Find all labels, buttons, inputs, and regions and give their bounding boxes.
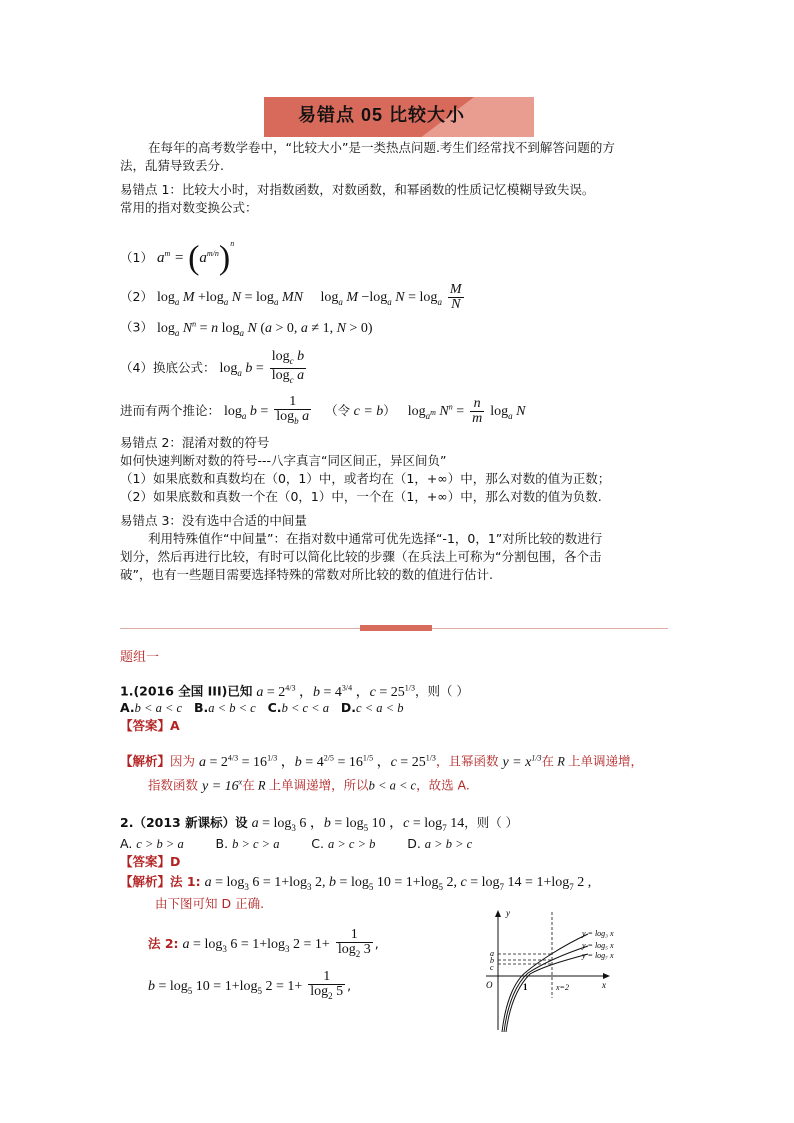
- origin-label: O: [486, 980, 493, 990]
- corollary-note: （令: [325, 402, 351, 418]
- log7-label: y = log₇ x: [582, 951, 614, 960]
- log3-label: y = log₃ x: [582, 929, 614, 938]
- b-label: b: [490, 956, 494, 965]
- log5-curve: [504, 946, 588, 1032]
- log5-label: y = log₅ x: [582, 941, 614, 950]
- corollary: 进而有两个推论： $\log_a b$ = $\frac{1}{\log_b a}$ （令 c = b） $\log_{a^m} N^n$ = $\frac{n}{m}$ $\log_a N$: [120, 394, 526, 426]
- error-point-3-line-2: 划分，然后再进行比较，有时可以简化比较的步骤（在兵法上可称为“分割包围，各个击: [120, 549, 602, 564]
- answer-1: [120, 718, 180, 734]
- log7-curve: [506, 954, 588, 1032]
- method-2-a: 法 2: $a = \log_3 6 = 1+\log_3$ 2 = 1+ $\frac{1}{\log_2 3}$ ,: [148, 927, 379, 959]
- error-point-3: 易错点 3：没有选中合适的中间量: [120, 513, 307, 528]
- question-2: 2.（2013 新课标）设 $a = \log_3 6$ ，$b = \log_5 10$ ，$c = \log_7 14$，则（ ）: [120, 815, 519, 833]
- question-2-end: ，则（ ）: [464, 815, 519, 830]
- formula-3-label: （3）: [120, 319, 153, 335]
- error-point-2-rule: 如何快速判断对数的符号---八字真言“同区间正，异区间负”: [120, 453, 447, 468]
- error-point-2-case-2: （2）如果底数和真数一个在（0，1）中，一个在（1，+∞）中，那么对数的值为负数.: [120, 489, 602, 504]
- log-graph: [478, 908, 638, 1038]
- solution-2: 【解析】法 1: $a = \log_3 6 = 1+\log_3$ 2, $b = \log_5 10 = 1+\log_5$ 2, $c = \log_7 14 = 1+\log_7$ 2 ,: [120, 874, 592, 892]
- solution-1-line-2: 指数函数 $y = 16^x$在 R 上单调递增，所以b < a < c，故选 A.: [148, 777, 470, 794]
- question-1-stem: 1.(2016 全国 III)已知: [120, 683, 253, 699]
- log3-curve: [502, 934, 588, 1032]
- solution-1: 【解析】因为 $a = 2^{4/3} = 16^{1/3}$ ，$b = 4^{2/5} = 16^{1/5}$ ，$c = 25^{1/3}$，且幂函数 $y = x^{1/3}$在 R 上单调递增，: [120, 753, 643, 770]
- option-d-label: D.: [340, 700, 357, 715]
- solution-1-text-d: 上单调递增，: [567, 753, 643, 769]
- solution-1-text-f: 在: [242, 777, 255, 793]
- formula-3: （3） $\log_a N^n = n$ $\log_a N$ (a > 0, a ≠ 1, N > 0): [120, 319, 373, 338]
- solution-1-text-a: 因为: [170, 753, 196, 769]
- method-2-b: $b = \log_5 10 = 1+\log_5$ 2 = 1+ $\frac{1}{\log_2 5}$ ,: [148, 969, 352, 1001]
- solution-1-text-b: ，且幂函数: [435, 753, 499, 769]
- formula-2-label: （2）: [120, 289, 153, 304]
- y-axis-arrow: [495, 910, 501, 917]
- method-1-label: 法 1:: [170, 874, 201, 889]
- question-2-stem: 2.（2013 新课标）设: [120, 815, 248, 830]
- y-axis-label: y: [506, 908, 510, 918]
- solution-2-label: 【解析】: [120, 874, 171, 889]
- formula-4: （4）换底公式： $\log_a b$ = $\frac{\log_c b}{\log_c a}$: [120, 349, 305, 385]
- question-2-options: A. c > b > a B. b > c > a C. a > c > b D. a > b > c: [120, 836, 473, 851]
- formula-4-label: （4）换底公式：: [120, 359, 216, 375]
- x-axis-arrow: [603, 973, 610, 979]
- question-1-end: ，则（ ）: [414, 683, 469, 699]
- formula-heading: 常用的指对数变换公式：: [120, 200, 258, 215]
- error-point-3-line-3: 破”，也有一些题目需要选择特殊的常数对所比较的数的值进行估计.: [120, 567, 493, 582]
- x-eq-2-label: x=2: [556, 983, 569, 992]
- solution-1-text-e: 指数函数: [148, 777, 199, 793]
- a-label: a: [490, 949, 494, 958]
- c-label: c: [490, 963, 494, 972]
- answer-2: [120, 854, 180, 870]
- page-title: 易错点 05 比较大小: [298, 105, 466, 125]
- group-heading: 题组一: [120, 650, 160, 665]
- option-b-label: B.: [194, 700, 209, 715]
- section-divider-accent: [360, 625, 432, 631]
- error-point-1: 易错点 1：比较大小时，对指数函数，对数函数，和幂函数的性质记忆模糊导致失误。: [120, 182, 595, 197]
- error-point-2-case-1: （1）如果底数和真数均在（0，1）中，或者均在（1，+∞）中，那么对数的值为正数；: [120, 471, 611, 486]
- error-point-2: 易错点 2：混淆对数的符号: [120, 435, 270, 450]
- question-1: 1.(2016 全国 III)已知 $a = 2^{4/3}$ ，$b = 4^{3/4}$ ，$c = 25^{1/3}$，则（ ）: [120, 683, 469, 700]
- corollary-label: 进而有两个推论：: [120, 402, 221, 418]
- solution-1-text-c: 在: [541, 753, 555, 769]
- x-axis-label: x: [602, 980, 606, 990]
- solution-1-label: 【解析】: [120, 753, 171, 769]
- formula-1: （1） $a^m = (a^{m/n})^n$: [120, 239, 235, 277]
- intro-line-1: 在每年的高考数学卷中，“比较大小”是一类热点问题.考生们经常找不到解答问题的方: [148, 140, 615, 155]
- answer-1-label: 【答案】: [120, 718, 171, 733]
- method-1-conclusion: 由下图可知 D 正确.: [155, 896, 265, 911]
- question-1-options: A.b < a < c B.a < b < c C.b < c < a D.c < a < b: [120, 700, 404, 715]
- tick-1-label: 1: [523, 982, 528, 992]
- method-2-label: 法 2:: [148, 935, 179, 951]
- solution-1-text-g: 上单调递增，所以: [268, 777, 369, 793]
- solution-1-text-h: ，故选 A.: [416, 777, 470, 793]
- intro-line-2: 法，乱猜导致丢分.: [120, 158, 224, 173]
- formula-2: （2） $\log_a M +\log_a$ $N = \log_a$ MN $\log_a M -\log_a$ $N = \log_a$ $\frac{M}{N}$: [120, 282, 462, 312]
- option-c-label: C.: [267, 700, 282, 715]
- error-point-3-line-1: 利用特殊值作“中间量”：在指对数中通常可优先选择“-1，0，1”对所比较的数进行: [148, 531, 603, 546]
- answer-1-value: A: [170, 718, 180, 733]
- answer-2-label: 【答案】: [120, 854, 171, 869]
- answer-2-value: D: [170, 854, 181, 869]
- option-a-label: A.: [120, 700, 135, 715]
- formula-1-label: （1）: [120, 250, 153, 265]
